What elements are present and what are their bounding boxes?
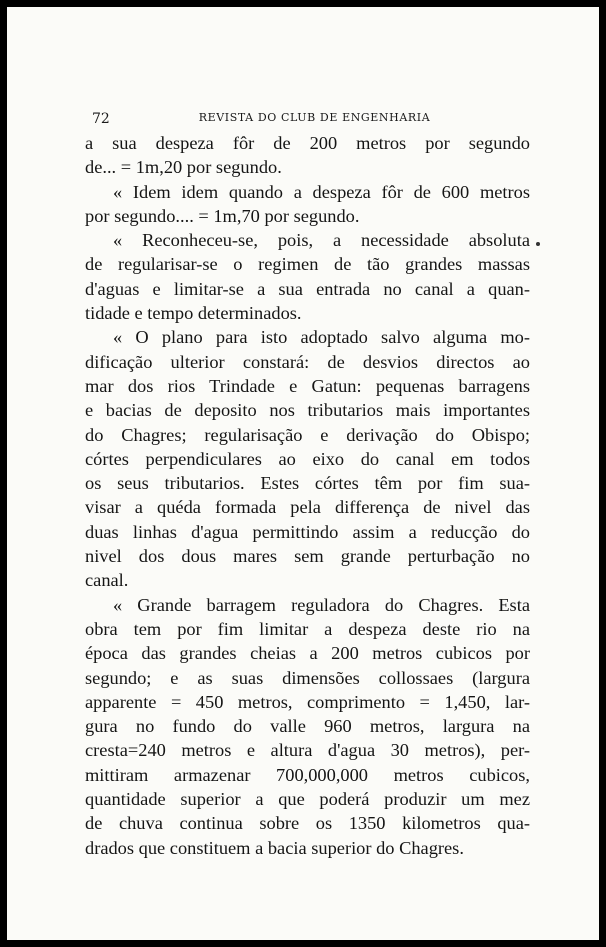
page-header: [92, 111, 537, 131]
running-head: REVISTA DO CLUB DE ENGENHARIA: [198, 111, 431, 124]
text-line: córtes perpendiculares ao eixo do canal em todos: [85, 448, 530, 469]
text-line: mar dos rios Trindade e Gatun: pequenas barragens: [85, 375, 530, 396]
text-line: visar a quéda formada pela differença de nivel das: [85, 497, 530, 518]
text-line: nivel dos dous mares sem grande perturbação no: [85, 546, 530, 567]
text-line: canal.: [85, 570, 129, 591]
text-line: drados que constituem a bacia superior do Chagres.: [85, 837, 464, 858]
text-line: de regularisar-se o regimen de tão grandes massas: [85, 254, 530, 275]
text-line: os seus tributarios. Estes córtes têm por fim sua-: [85, 473, 530, 494]
text-line: e bacias de deposito nos tributarios mais importantes: [85, 400, 530, 421]
text-line: « Idem idem quando a despeza fôr de 600 metros: [113, 181, 530, 202]
margin-mark: [536, 242, 540, 246]
page-number: 72: [92, 111, 110, 127]
text-line: obra tem por fim limitar a despeza deste rio na: [85, 618, 530, 639]
text-line: a sua despeza fôr de 200 metros por segundo: [85, 133, 530, 153]
text-line: do Chagres; regularisação e derivação do Obispo;: [85, 424, 530, 445]
text-line: « O plano para isto adoptado salvo alguma mo-: [113, 327, 530, 348]
text-line: apparente = 450 metros, comprimento = 1,450, lar-: [85, 691, 530, 712]
body-text: [85, 131, 530, 860]
text-line: « Grande barragem reguladora do Chagres. Esta: [113, 594, 530, 615]
text-line: d'aguas e limitar-se a sua entrada no canal a quan-: [85, 278, 530, 299]
text-line: de... = 1m,20 por segundo.: [85, 157, 282, 178]
text-line: cresta=240 metros e altura d'agua 30 metros), per-: [85, 740, 530, 761]
text-line: gura no fundo do valle 960 metros, largura na: [85, 716, 530, 737]
text-line: mittiram armazenar 700,000,000 metros cubicos,: [85, 764, 530, 785]
text-line: dificação ulterior constará: de desvios directos ao: [85, 351, 530, 372]
text-line: segundo; e as suas dimensões collossaes (largura: [85, 667, 530, 688]
text-line: « Reconheceu-se, pois, a necessidade absoluta: [113, 230, 530, 251]
text-line: quantidade superior a que poderá produzir um mez: [85, 789, 530, 810]
text-line: época das grandes cheias a 200 metros cubicos por: [85, 643, 530, 664]
text-line: por segundo.... = 1m,70 por segundo.: [85, 205, 360, 226]
text-line: de chuva continua sobre os 1350 kilometros qua-: [85, 813, 530, 834]
text-line: tidade e tempo determinados.: [85, 303, 302, 324]
text-line: duas linhas d'agua permittindo assim a reducção do: [85, 521, 530, 542]
